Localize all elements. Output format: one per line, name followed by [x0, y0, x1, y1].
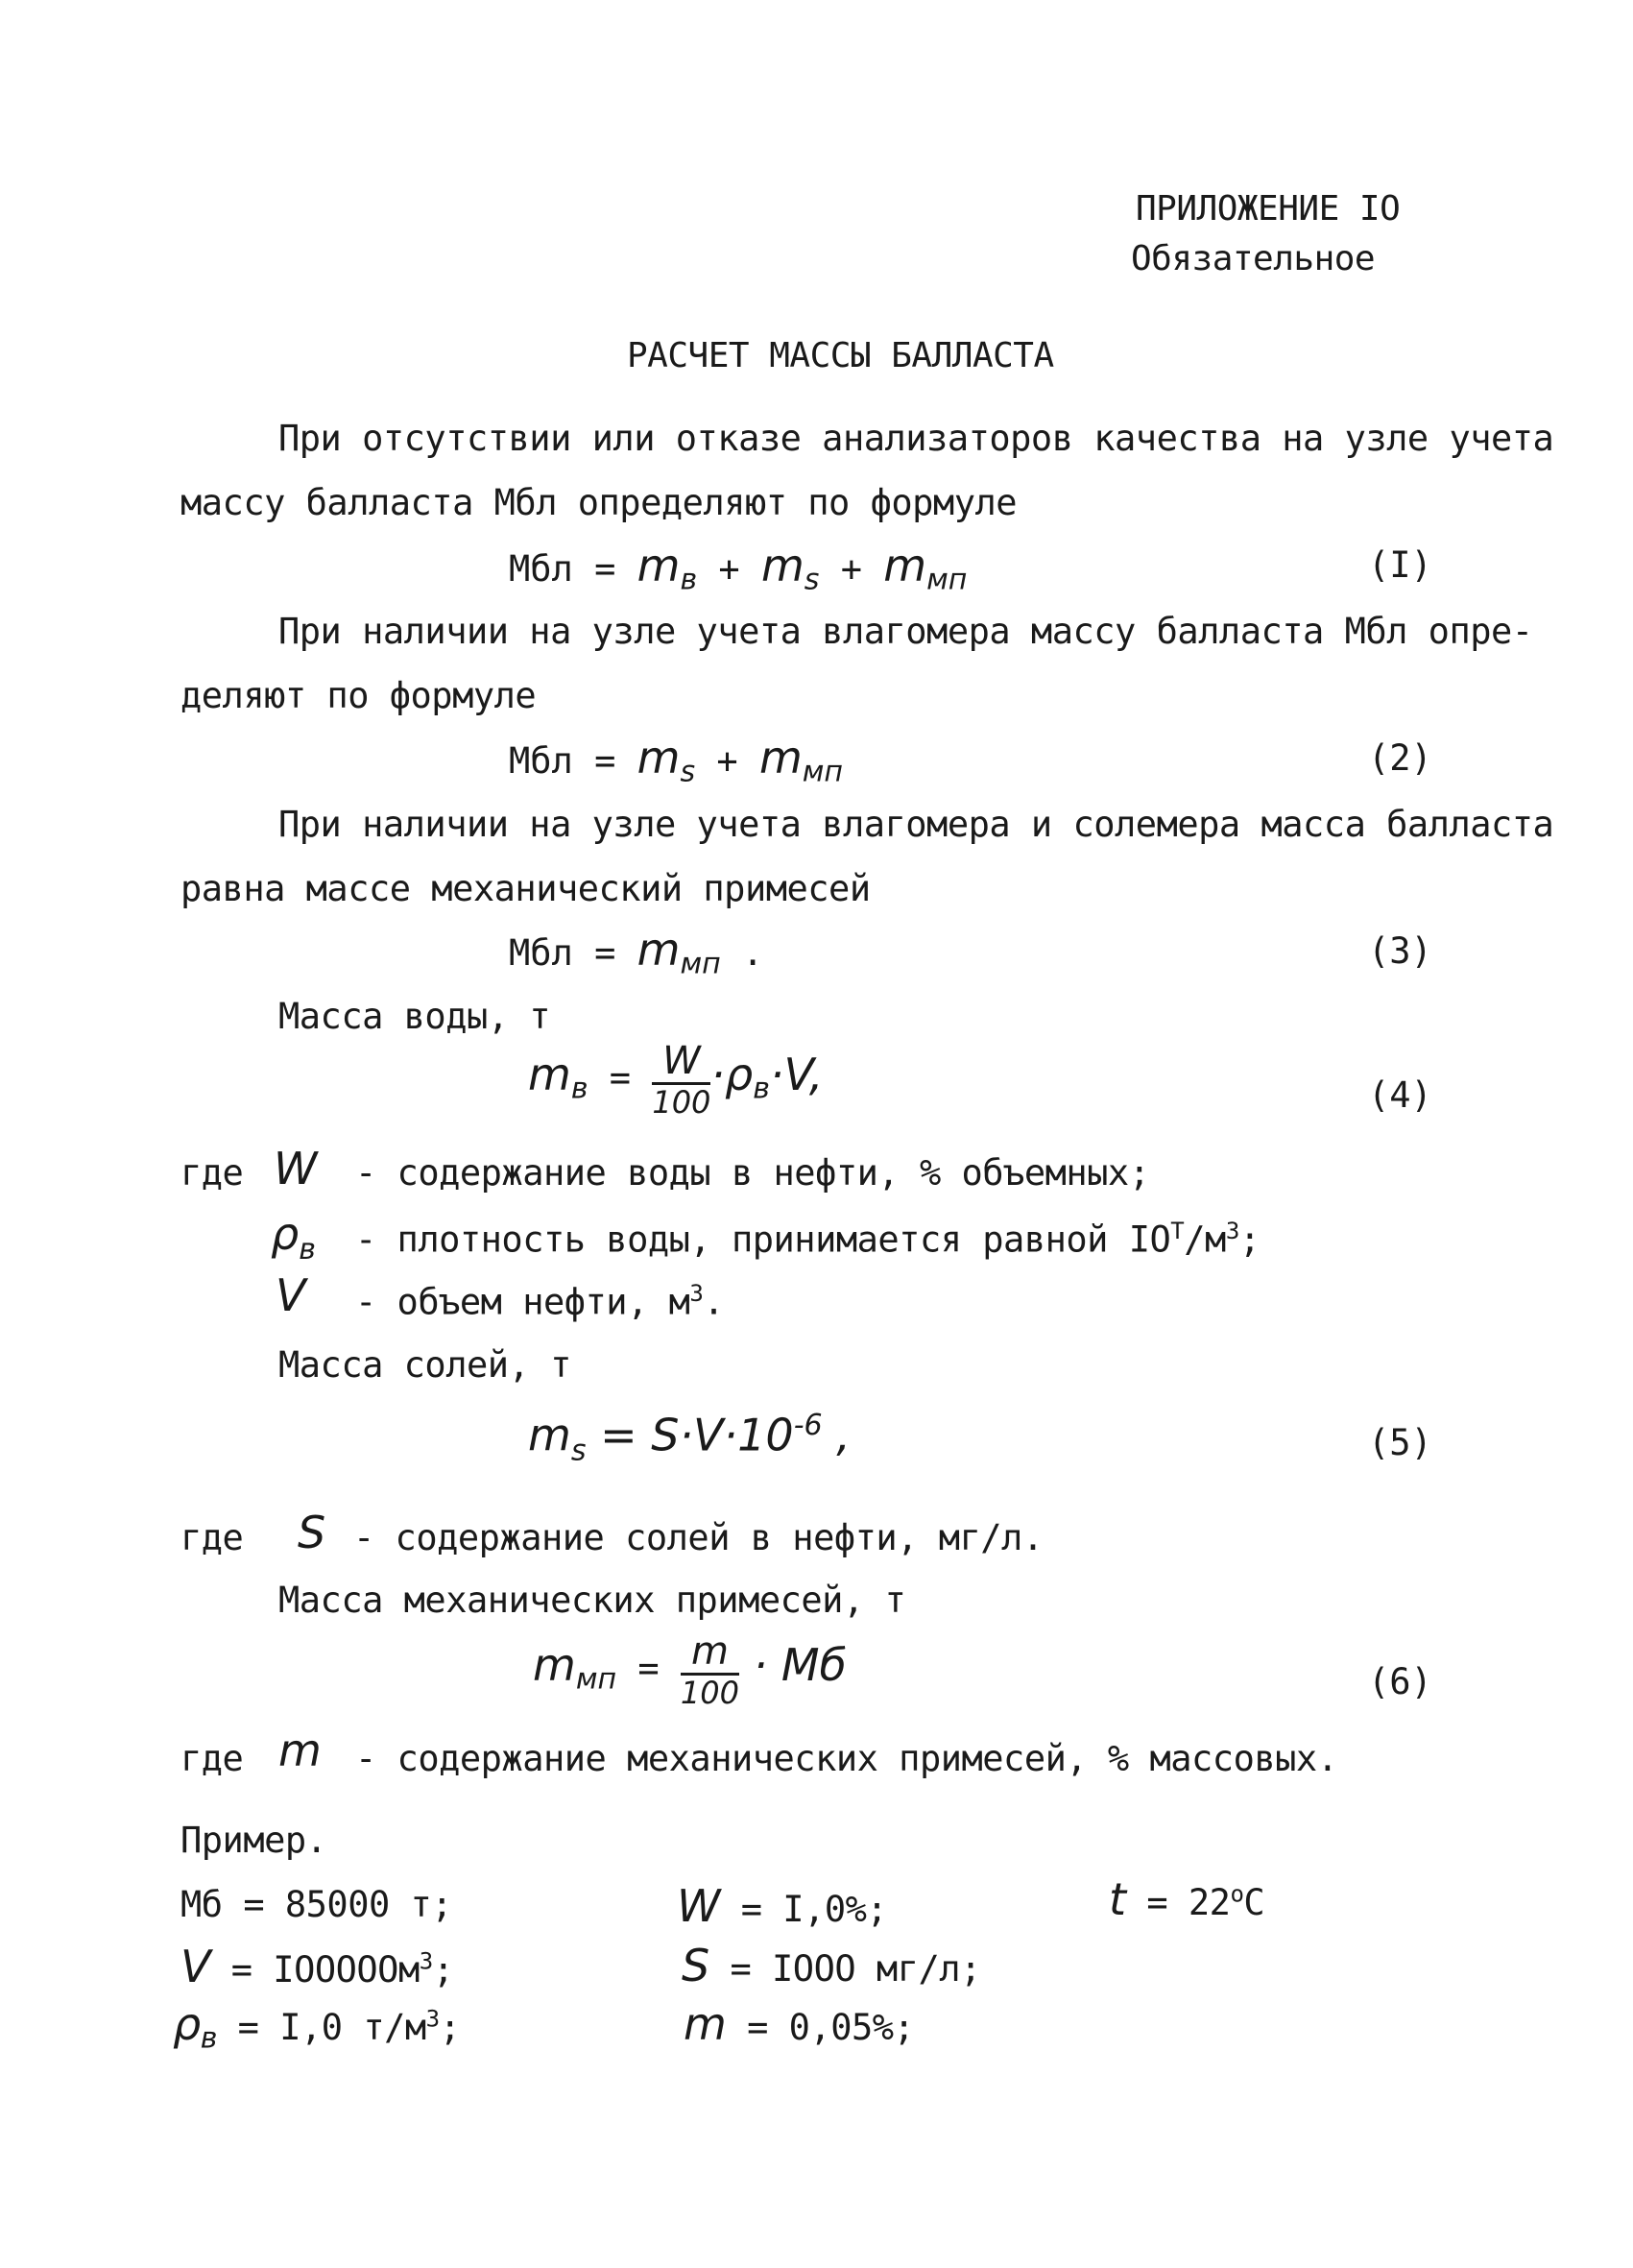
eq3-tail: .	[720, 932, 764, 974]
para3-line2: равна массе механический примесей	[180, 868, 871, 909]
eq6-lhs-sub: мп	[575, 1662, 617, 1697]
example-volume-text: = IOOOOOм	[209, 1949, 420, 1991]
mech-def-text: - содержание механических примесей, % массовых.	[355, 1738, 1338, 1779]
eq2-number: (2)	[1368, 737, 1432, 779]
eq1-number: (I)	[1368, 544, 1432, 586]
salts-def-symbol: S	[298, 1507, 326, 1558]
example-density-end: ;	[439, 2007, 461, 2048]
example-temperature	[1109, 1873, 1265, 1925]
water-def2-sup2: 3	[1225, 1218, 1239, 1244]
eq4-eq: =	[588, 1057, 653, 1098]
water-def3-symbol: V	[276, 1269, 306, 1321]
eq4-number: (4)	[1368, 1074, 1432, 1116]
eq4-fraction	[652, 1039, 711, 1121]
example-mech	[684, 1998, 915, 2050]
example-volume-end: ;	[432, 1949, 454, 1991]
eq5-lhs-sub: s	[570, 1434, 587, 1468]
water-def1-text: - содержание воды в нефти, % объемных;	[355, 1152, 1150, 1194]
eq1-sub2: s	[804, 563, 820, 597]
eq5-lhs: m	[528, 1409, 571, 1461]
eq1-plus1: +	[697, 548, 761, 590]
eq4-frac-num: W	[652, 1042, 710, 1085]
example-salts-symbol: S	[682, 1940, 709, 1991]
eq5-number: (5)	[1368, 1422, 1432, 1463]
eq2-plus1: +	[695, 740, 759, 782]
water-def2-symbol	[271, 1208, 316, 1267]
example-water	[677, 1880, 888, 1932]
para1-line1: При отсутствии или отказе анализаторов качества на узле учета	[278, 418, 1554, 459]
eq5-tail: ,	[822, 1409, 851, 1461]
mech-where: где	[180, 1738, 244, 1779]
eq3-term1: m	[636, 924, 681, 976]
page-title: РАСЧЕТ МАССЫ БАЛЛАСТА	[627, 336, 1054, 375]
example-salts	[682, 1940, 981, 1991]
salts-def-text: - содержание солей в нефти, мг/л.	[353, 1517, 1044, 1558]
eq4-rho-sub: в	[753, 1072, 770, 1106]
water-def3-body: - объем нефти, м	[355, 1281, 690, 1323]
equation-5	[528, 1411, 851, 1466]
water-def2-end: ;	[1238, 1218, 1261, 1261]
mech-def-symbol: m	[278, 1725, 322, 1776]
example-temperature-end: С	[1243, 1882, 1265, 1923]
appendix-label: ПРИЛОЖЕНИЕ IO	[1136, 189, 1401, 229]
eq2-term2: m	[758, 732, 803, 784]
example-density-sub: в	[200, 2021, 217, 2056]
example-mech-symbol: m	[684, 1998, 727, 2050]
water-def1-symbol: W	[274, 1143, 318, 1194]
eq6-fraction	[680, 1629, 739, 1711]
example-volume	[180, 1941, 454, 1992]
eq5-sup: -6	[793, 1409, 823, 1442]
eq6-number: (6)	[1368, 1661, 1432, 1702]
para3-line1: При наличии на узле учета влагомера и солемера масса балласта	[278, 804, 1554, 845]
salts-where: где	[180, 1517, 244, 1558]
para2-line2: деляют по формуле	[180, 675, 537, 716]
water-def3-end: .	[703, 1281, 725, 1323]
equation-1	[509, 540, 968, 597]
example-density-sup: 3	[425, 2005, 440, 2033]
salts-heading: Масса солей, т	[278, 1344, 571, 1386]
eq4-tail: ·V,	[769, 1049, 824, 1100]
eq6-eq: =	[616, 1648, 681, 1689]
eq6-frac-den: 100	[680, 1675, 739, 1711]
example-temperature-sup: о	[1230, 1880, 1244, 1908]
water-where: где	[180, 1152, 244, 1194]
example-volume-sup: 3	[419, 1947, 433, 1975]
example-temperature-symbol: t	[1109, 1873, 1126, 1925]
eq5-rhs: = S·V·10	[586, 1409, 794, 1461]
eq1-lhs: Мбл =	[509, 548, 637, 590]
para1-line2: массу балласта Мбл определяют по формуле	[180, 482, 1018, 523]
example-temperature-text: = 22	[1125, 1882, 1231, 1923]
water-def2-body: - плотность воды, принимается равной IO	[355, 1218, 1171, 1261]
water-def2-sub: в	[299, 1233, 316, 1267]
eq6-frac-num: m	[681, 1632, 739, 1676]
eq4-frac-den: 100	[652, 1084, 711, 1121]
water-def3-text	[355, 1280, 725, 1323]
eq1-sub3: мп	[926, 563, 968, 597]
equation-4	[528, 1039, 824, 1121]
eq1-plus2: +	[819, 548, 884, 590]
equation-2	[509, 732, 843, 789]
eq4-rho: ·ρ	[710, 1049, 754, 1100]
para2-line1: При наличии на узле учета влагомера массу балласта Мбл опре-	[278, 611, 1533, 652]
eq3-number: (3)	[1368, 930, 1432, 972]
eq2-sub1: s	[680, 755, 696, 789]
eq1-term3: m	[883, 540, 927, 591]
water-def2-tail: /м	[1184, 1218, 1226, 1261]
eq3-sub1: мп	[680, 947, 721, 981]
eq2-sub2: мп	[802, 755, 843, 789]
example-water-symbol: W	[677, 1880, 720, 1932]
example-heading: Пример.	[180, 1820, 327, 1861]
water-def2-rho: ρ	[271, 1208, 300, 1260]
eq6-tail: · Mб	[738, 1639, 847, 1691]
eq1-term1: m	[636, 540, 681, 591]
eq1-term2: m	[760, 540, 804, 591]
eq2-lhs: Мбл =	[509, 740, 637, 782]
example-density	[173, 1998, 461, 2056]
example-density-symbol: ρ	[173, 1998, 201, 2050]
example-salts-text: = IOOO мг/л;	[708, 1948, 981, 1990]
example-mb: Мб = 85000 т;	[180, 1884, 453, 1925]
example-mech-text: = 0,05%;	[726, 2007, 915, 2048]
water-heading: Масса воды, т	[278, 996, 551, 1037]
appendix-status: Обязательное	[1131, 239, 1376, 278]
equation-3	[509, 924, 764, 981]
eq4-lhs-sub: в	[570, 1072, 588, 1106]
example-water-text: = I,0%;	[719, 1889, 888, 1930]
eq2-term1: m	[636, 732, 681, 784]
eq6-lhs: m	[533, 1639, 576, 1691]
water-def2-text	[355, 1218, 1261, 1261]
example-density-text: = I,0 т/м	[216, 2007, 426, 2048]
water-def3-sup: 3	[689, 1280, 704, 1307]
eq1-sub1: в	[680, 563, 698, 597]
equation-6	[533, 1629, 847, 1711]
water-def2-sup: Т	[1170, 1218, 1185, 1244]
eq4-lhs: m	[528, 1049, 571, 1100]
mech-heading: Масса механических примесей, т	[278, 1580, 906, 1621]
eq3-lhs: Мбл =	[509, 932, 637, 974]
example-volume-symbol: V	[180, 1941, 210, 1992]
